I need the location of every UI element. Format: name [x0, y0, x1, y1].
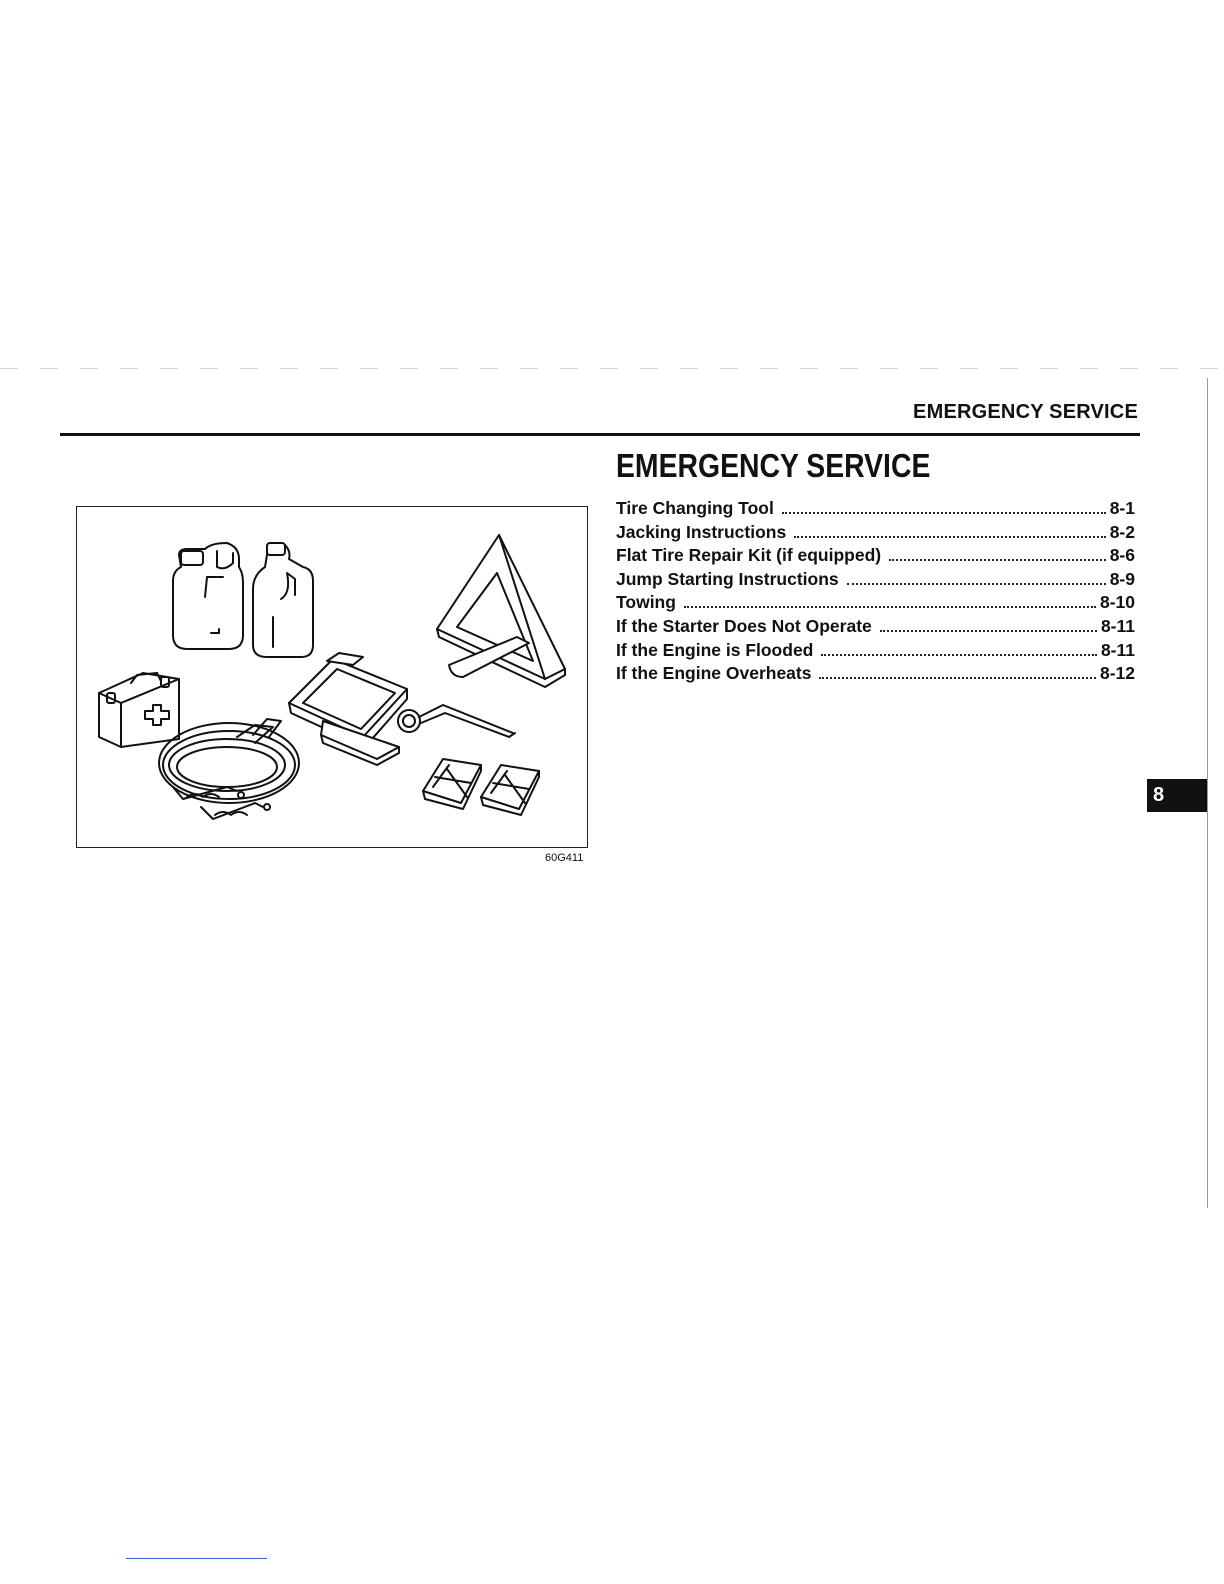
toc-entry-label: Flat Tire Repair Kit (if equipped): [616, 545, 882, 566]
toc-entry-page: 8-2: [1109, 521, 1135, 542]
jumper-cables-icon: [159, 719, 299, 819]
first-aid-kit-icon: [99, 673, 179, 747]
toc-entry[interactable]: [616, 545, 1135, 569]
table-of-contents: [616, 498, 1135, 687]
toc-entry-page: 8-11: [1100, 639, 1135, 660]
chapter-tab[interactable]: 8: [1147, 779, 1207, 812]
toc-leader-dots: [821, 654, 1097, 656]
toc-entry[interactable]: [616, 498, 1135, 522]
toc-entry-label: If the Engine Overheats: [616, 663, 812, 684]
figure-caption: 60G411: [545, 852, 584, 864]
scan-artifact-line: [0, 368, 1224, 369]
warning-triangle-icon: [437, 535, 565, 687]
toc-entry-label: If the Starter Does Not Operate: [616, 615, 872, 636]
page-edge-line: [1207, 378, 1208, 1208]
toc-leader-dots: [880, 630, 1097, 632]
toc-entry[interactable]: [616, 640, 1135, 664]
running-head: EMERGENCY SERVICE: [913, 401, 1138, 423]
toc-entry-label: Jacking Instructions: [616, 521, 787, 542]
toc-leader-dots: [684, 606, 1096, 608]
toc-leader-dots: [847, 583, 1106, 585]
toc-entry[interactable]: [616, 663, 1135, 687]
toc-entry-page: 8-9: [1109, 568, 1135, 589]
toc-entry-label: If the Engine is Flooded: [616, 639, 814, 660]
fluid-jug-icon: [253, 543, 313, 657]
emergency-kit-figure: [76, 506, 588, 848]
header-rule: [60, 433, 1140, 436]
toc-entry-page: 8-10: [1099, 592, 1135, 613]
wheel-chocks-icon: [423, 759, 539, 815]
toc-entry-label: Towing: [616, 592, 676, 613]
toc-leader-dots: [794, 536, 1106, 538]
toc-entry-page: 8-1: [1109, 498, 1135, 518]
toc-leader-dots: [819, 677, 1096, 679]
section-title: EMERGENCY SERVICE: [616, 447, 931, 484]
toc-entry[interactable]: [616, 522, 1135, 546]
jack-handle-icon: [419, 705, 515, 737]
toc-entry-page: 8-6: [1109, 545, 1135, 566]
fluid-jug-icon: [173, 543, 243, 649]
toc-entry-label: Tire Changing Tool: [616, 498, 774, 518]
toc-entry-label: Jump Starting Instructions: [616, 568, 839, 589]
bottom-link-underline: [126, 1558, 267, 1559]
toc-entry-page: 8-11: [1100, 615, 1135, 636]
toc-entry[interactable]: [616, 569, 1135, 593]
toc-entry[interactable]: [616, 616, 1135, 640]
toc-entry-page: 8-12: [1099, 663, 1135, 684]
toc-leader-dots: [889, 559, 1106, 561]
toc-entry[interactable]: [616, 592, 1135, 616]
scissor-jack-icon: [289, 653, 420, 765]
toc-leader-dots: [782, 512, 1106, 514]
